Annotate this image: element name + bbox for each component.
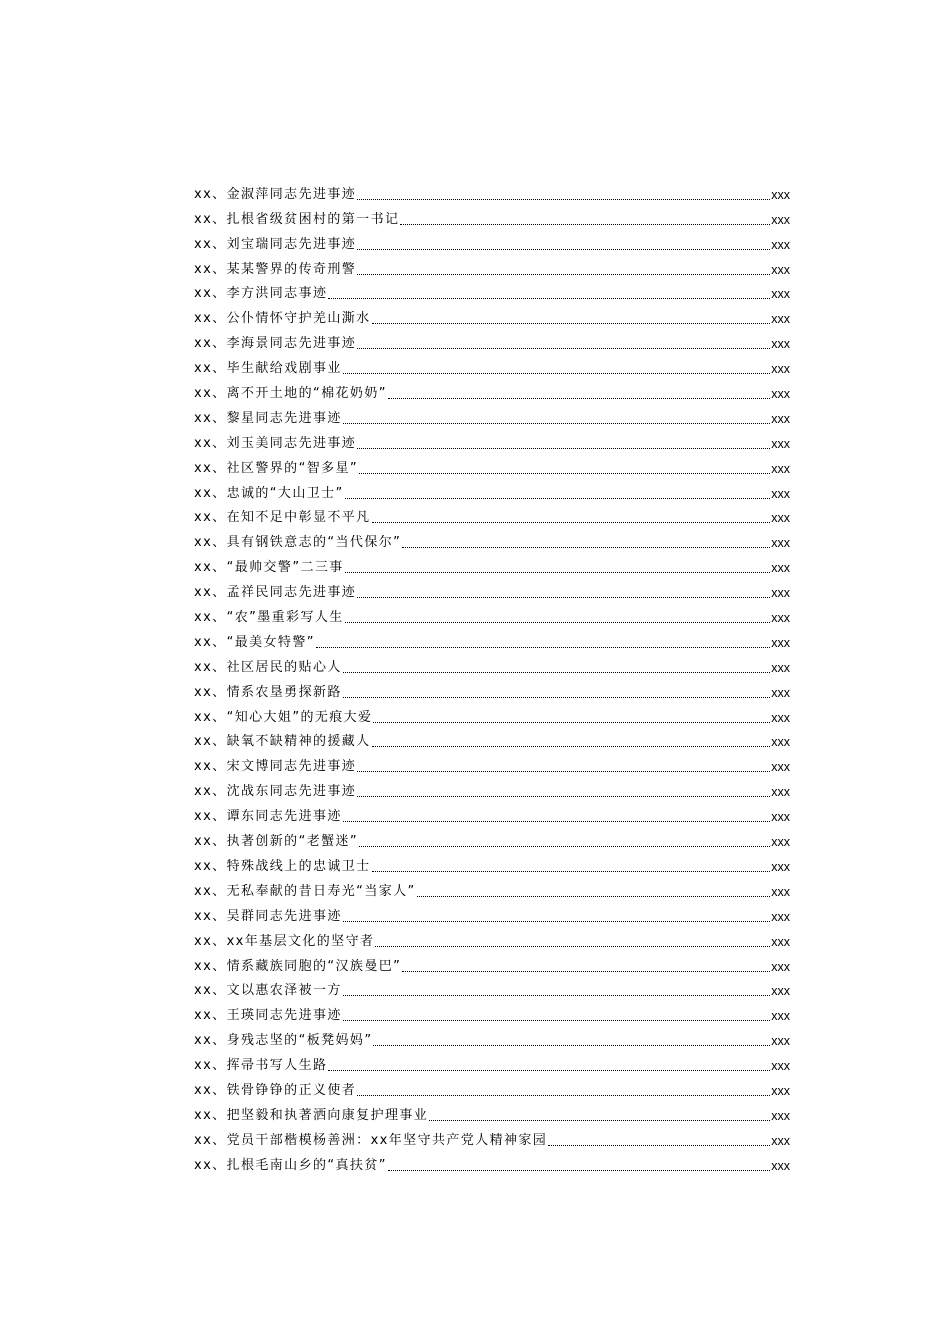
toc-entry-page: xxx	[771, 1108, 790, 1123]
toc-entry-title: xx、党员干部楷模杨善洲：xx年坚守共产党人精神家园	[194, 1132, 548, 1148]
toc-entry-title: xx、在知不足中彰显不平凡	[194, 510, 371, 526]
toc-entry-page: xxx	[771, 1059, 790, 1074]
toc-entry-title: xx、刘宝瑞同志先进事迹	[194, 236, 357, 252]
toc-entry-title: xx、毕生献给戏剧事业	[194, 361, 342, 377]
dot-leader	[373, 1045, 770, 1046]
toc-entry-title: xx、社区警界的“智多星”	[194, 460, 359, 476]
dot-leader	[343, 821, 770, 822]
toc-entry[interactable]	[194, 229, 790, 254]
dot-leader	[357, 249, 770, 250]
toc-entry-title: xx、身残志坚的“板凳妈妈”	[194, 1033, 373, 1049]
toc-entry-title: xx、缺氧不缺精神的援藏人	[194, 734, 371, 750]
toc-entry[interactable]	[194, 627, 790, 652]
toc-entry[interactable]	[194, 976, 790, 1001]
toc-entry[interactable]	[194, 577, 790, 602]
toc-entry-page: xxx	[771, 411, 790, 426]
toc-entry-title: xx、刘玉美同志先进事迹	[194, 435, 357, 451]
toc-entry-page: xxx	[771, 884, 790, 899]
toc-entry[interactable]	[194, 702, 790, 727]
toc-entry[interactable]	[194, 1100, 790, 1125]
dot-leader	[417, 896, 771, 897]
toc-entry[interactable]	[194, 328, 790, 353]
dot-leader	[343, 921, 770, 922]
dot-leader	[357, 771, 770, 772]
toc-entry-page: xxx	[771, 611, 790, 626]
dot-leader	[359, 846, 770, 847]
dot-leader	[388, 1170, 770, 1171]
toc-entry-title: xx、情系藏族同胞的“汉族曼巴”	[194, 958, 402, 974]
toc-entry[interactable]	[194, 876, 790, 901]
toc-entry-page: xxx	[771, 511, 790, 526]
toc-entry-title: xx、谭东同志先进事迹	[194, 809, 342, 825]
dot-leader	[357, 274, 770, 275]
toc-entry-title: xx、文以惠农泽被一方	[194, 983, 342, 999]
toc-entry-title: xx、吴群同志先进事迹	[194, 908, 342, 924]
dot-leader	[316, 647, 770, 648]
toc-entry-page: xxx	[771, 735, 790, 750]
dot-leader	[343, 995, 770, 996]
toc-entry-page: xxx	[771, 1158, 790, 1173]
toc-entry-title: xx、黎星同志先进事迹	[194, 410, 342, 426]
toc-entry[interactable]	[194, 1025, 790, 1050]
toc-entry[interactable]	[194, 851, 790, 876]
dot-leader	[429, 1120, 770, 1121]
toc-entry[interactable]	[194, 552, 790, 577]
toc-entry-title: xx、无私奉献的昔日寿光“当家人”	[194, 883, 416, 899]
toc-entry[interactable]	[194, 478, 790, 503]
dot-leader	[373, 722, 770, 723]
toc-entry-title: xx、“最帅交警”二三事	[194, 560, 344, 576]
toc-entry-page: xxx	[771, 1083, 790, 1098]
toc-entry-page: xxx	[771, 959, 790, 974]
toc-entry-page: xxx	[771, 909, 790, 924]
toc-entry-title: xx、情系农垦勇探新路	[194, 684, 342, 700]
toc-entry[interactable]	[194, 776, 790, 801]
toc-entry[interactable]	[194, 602, 790, 627]
toc-entry-page: xxx	[771, 486, 790, 501]
toc-entry-page: xxx	[771, 660, 790, 675]
toc-entry[interactable]	[194, 428, 790, 453]
toc-entry[interactable]	[194, 353, 790, 378]
toc-entry[interactable]	[194, 901, 790, 926]
dot-leader	[548, 1145, 770, 1146]
toc-entry-title: xx、忠诚的“大山卫士”	[194, 485, 344, 501]
toc-entry-title: xx、执著创新的“老蟹迷”	[194, 834, 359, 850]
dot-leader	[343, 697, 770, 698]
dot-leader	[402, 547, 770, 548]
dot-leader	[328, 1070, 770, 1071]
table-of-contents	[194, 179, 790, 1175]
toc-entry-page: xxx	[771, 1133, 790, 1148]
dot-leader	[357, 448, 770, 449]
toc-entry-title: xx、特殊战线上的忠诚卫士	[194, 858, 371, 874]
toc-entry-title: xx、沈战东同志先进事迹	[194, 784, 357, 800]
toc-entry-title: xx、挥帚书写人生路	[194, 1058, 328, 1074]
toc-entry-title: xx、宋文博同志先进事迹	[194, 759, 357, 775]
dot-leader	[372, 323, 771, 324]
dot-leader	[357, 348, 770, 349]
toc-entry-page: xxx	[771, 710, 790, 725]
toc-entry[interactable]	[194, 204, 790, 229]
toc-entry-page: xxx	[771, 312, 790, 327]
toc-entry-page: xxx	[771, 387, 790, 402]
toc-entry[interactable]	[194, 303, 790, 328]
dot-leader	[345, 572, 771, 573]
toc-entry[interactable]	[194, 951, 790, 976]
toc-entry-page: xxx	[771, 810, 790, 825]
toc-entry-page: xxx	[771, 1034, 790, 1049]
toc-entry-page: xxx	[771, 635, 790, 650]
toc-entry[interactable]	[194, 503, 790, 528]
toc-entry-title: xx、李海景同志先进事迹	[194, 336, 357, 352]
toc-entry-page: xxx	[771, 536, 790, 551]
dot-leader	[357, 597, 770, 598]
toc-entry-page: xxx	[771, 984, 790, 999]
dot-leader	[372, 871, 771, 872]
toc-entry-title: xx、李方洪同志事迹	[194, 286, 328, 302]
dot-leader	[343, 373, 770, 374]
dot-leader	[343, 423, 770, 424]
dot-leader	[357, 796, 770, 797]
toc-entry[interactable]	[194, 826, 790, 851]
toc-entry[interactable]	[194, 1000, 790, 1025]
toc-entry[interactable]	[194, 926, 790, 951]
dot-leader	[402, 971, 770, 972]
toc-entry-page: xxx	[771, 461, 790, 476]
toc-entry[interactable]	[194, 1075, 790, 1100]
toc-entry-page: xxx	[771, 362, 790, 377]
toc-entry-page: xxx	[771, 934, 790, 949]
dot-leader	[375, 946, 770, 947]
toc-entry-page: xxx	[771, 1009, 790, 1024]
toc-entry[interactable]	[194, 727, 790, 752]
dot-leader	[343, 1020, 770, 1021]
dot-leader	[359, 473, 770, 474]
toc-entry-title: xx、社区居民的贴心人	[194, 659, 342, 675]
toc-entry-page: xxx	[771, 586, 790, 601]
dot-leader	[400, 224, 770, 225]
toc-entry[interactable]	[194, 527, 790, 552]
dot-leader	[343, 672, 770, 673]
toc-entry-page: xxx	[771, 237, 790, 252]
toc-entry-title: xx、“农”墨重彩写人生	[194, 610, 344, 626]
toc-entry[interactable]	[194, 378, 790, 403]
dot-leader	[357, 199, 770, 200]
toc-entry-title: xx、扎根省级贫困村的第一书记	[194, 211, 400, 227]
toc-entry[interactable]	[194, 1050, 790, 1075]
toc-entry-page: xxx	[771, 212, 790, 227]
toc-entry-title: xx、孟祥民同志先进事迹	[194, 585, 357, 601]
toc-entry-title: xx、公仆情怀守护羌山澌水	[194, 311, 371, 327]
toc-entry[interactable]	[194, 453, 790, 478]
toc-entry[interactable]	[194, 279, 790, 304]
toc-entry-page: xxx	[771, 835, 790, 850]
dot-leader	[372, 746, 771, 747]
toc-entry-title: xx、xx年基层文化的坚守者	[194, 933, 375, 949]
dot-leader	[388, 398, 770, 399]
toc-entry-title: xx、“最美女特警”	[194, 634, 315, 650]
toc-entry[interactable]	[194, 179, 790, 204]
dot-leader	[372, 522, 771, 523]
toc-entry-title: xx、具有钢铁意志的“当代保尔”	[194, 535, 402, 551]
toc-entry[interactable]	[194, 1125, 790, 1150]
toc-entry-title: xx、“知心大姐”的无痕大爱	[194, 709, 373, 725]
toc-entry-page: xxx	[771, 287, 790, 302]
toc-entry-title: xx、某某警界的传奇刑警	[194, 261, 357, 277]
toc-entry-page: xxx	[771, 561, 790, 576]
toc-entry[interactable]	[194, 652, 790, 677]
dot-leader	[357, 1095, 770, 1096]
dot-leader	[328, 298, 770, 299]
toc-entry[interactable]	[194, 801, 790, 826]
toc-entry-page: xxx	[771, 436, 790, 451]
toc-entry-page: xxx	[771, 337, 790, 352]
toc-entry[interactable]	[194, 677, 790, 702]
toc-entry-page: xxx	[771, 859, 790, 874]
toc-entry-page: xxx	[771, 262, 790, 277]
dot-leader	[345, 498, 771, 499]
toc-entry-title: xx、铁骨铮铮的正义使者	[194, 1082, 357, 1098]
toc-entry-page: xxx	[771, 785, 790, 800]
toc-entry-page: xxx	[771, 685, 790, 700]
toc-entry[interactable]	[194, 254, 790, 279]
toc-entry-title: xx、离不开土地的“棉花奶奶”	[194, 386, 387, 402]
toc-entry-page: xxx	[771, 187, 790, 202]
toc-entry-title: xx、把坚毅和执著洒向康复护理事业	[194, 1107, 429, 1123]
toc-entry-title: xx、金淑萍同志先进事迹	[194, 186, 357, 202]
toc-entry[interactable]	[194, 1150, 790, 1175]
toc-entry-title: xx、王瑛同志先进事迹	[194, 1008, 342, 1024]
toc-entry[interactable]	[194, 751, 790, 776]
dot-leader	[345, 622, 771, 623]
toc-entry-page: xxx	[771, 760, 790, 775]
toc-entry[interactable]	[194, 403, 790, 428]
toc-entry-title: xx、扎根毛南山乡的“真扶贫”	[194, 1157, 387, 1173]
